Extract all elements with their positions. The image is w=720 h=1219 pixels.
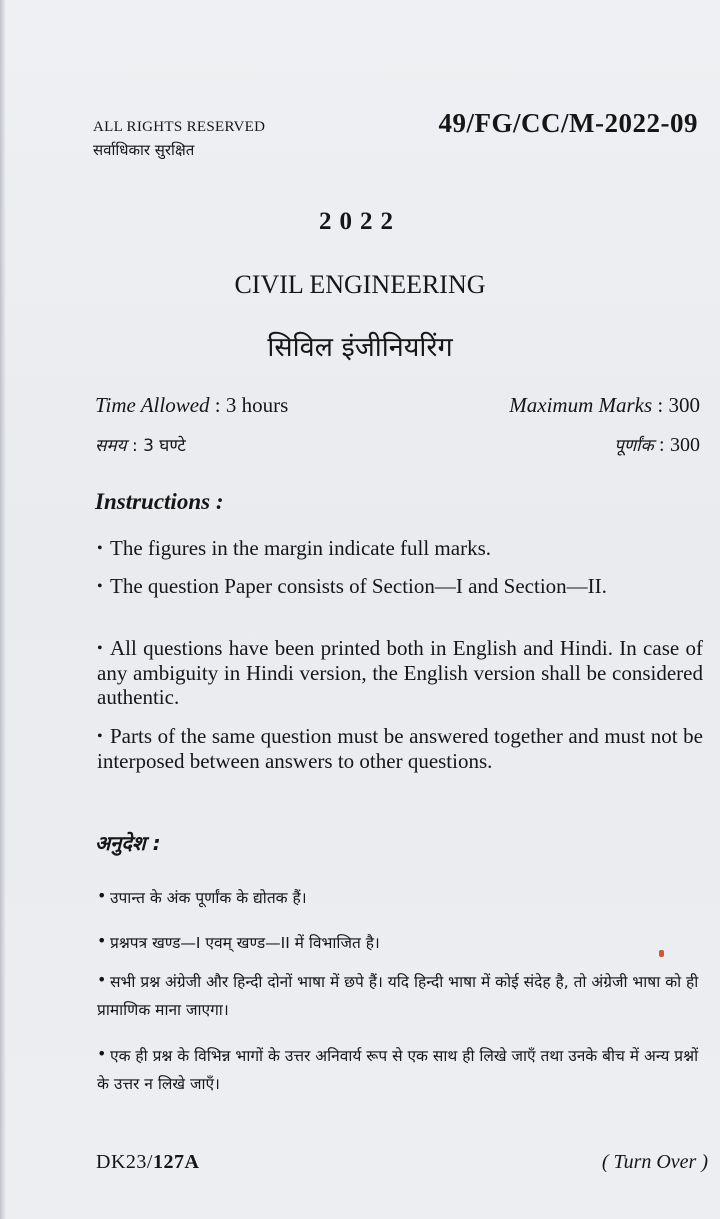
bullet: • — [97, 1044, 107, 1063]
maximum-marks-label-hi: पूर्णांक — [614, 436, 654, 456]
page-edge-shadow — [0, 0, 6, 1219]
instruction-text: The question Paper consists of Section—I and Section—II. — [110, 574, 607, 598]
marks-separator-hi: : — [659, 434, 665, 456]
bullet: • — [97, 540, 103, 557]
instruction-text-hi: प्रश्नपत्र खण्ड—I एवम् खण्ड—II में विभाजित है। — [110, 934, 380, 952]
footer-code-prefix: DK23/ — [96, 1151, 153, 1173]
time-allowed — [95, 393, 288, 418]
instruction-item-hi — [97, 966, 713, 1024]
turn-over-note: ( Turn Over ) — [601, 1151, 708, 1173]
instruction-text-hi: सभी प्रश्न अंग्रेजी और हिन्दी दोनों भाषा में छपे हैं। यदि हिन्दी भाषा में कोई संदेह है, तो अंग्रेजी भाषा को ही प्रामाणिक माना जाएगा। — [97, 973, 699, 1019]
instruction-text-hi: एक ही प्रश्न के विभिन्न भागों के उत्तर अनिवार्य रूप से एक साथ ही लिखे जाएँ तथा उनके बीच में अन्य प्रश्नों के उत्तर न लिखे जाएँ। — [97, 1047, 699, 1093]
instruction-text: All questions have been printed both in English and Hindi. In case of any ambiguity in Hindi version, the English version shall be considered authentic. — [97, 636, 703, 709]
footer-code-suffix: 127A — [152, 1151, 200, 1173]
instruction-item-en — [97, 574, 703, 599]
footer-paper-code — [96, 1151, 199, 1174]
time-allowed-value: 3 hours — [225, 393, 289, 417]
maximum-marks — [509, 393, 700, 418]
time-separator-hi: : — [131, 436, 138, 456]
bullet: • — [97, 886, 107, 905]
subject-title-hi: सिविल इंजीनियरिंग — [267, 332, 453, 363]
instruction-text: Parts of the same question must be answered together and must not be interposed between answers to other questions. — [97, 724, 703, 773]
maximum-marks-label: Maximum Marks — [509, 393, 653, 417]
time-allowed-hi — [95, 433, 186, 456]
ink-speck — [659, 950, 664, 957]
instruction-item-hi — [97, 1040, 713, 1098]
bullet: • — [97, 728, 103, 745]
instruction-item-en — [97, 536, 703, 561]
maximum-marks-value: 300 — [668, 393, 700, 417]
instruction-text-hi: उपान्त के अंक पूर्णांक के द्योतक हैं। — [110, 889, 307, 907]
marks-separator: : — [657, 393, 664, 417]
instruction-item-hi — [97, 927, 713, 957]
instructions-heading-hi: अनुदेश : — [95, 831, 161, 855]
paper-code: 49/FG/CC/M-2022-09 — [438, 108, 698, 138]
time-separator: : — [214, 393, 221, 417]
maximum-marks-value-hi: 300 — [670, 434, 700, 456]
bullet: • — [97, 640, 103, 657]
instructions-heading-text: Instructions — [95, 489, 211, 514]
rights-reserved-en: ALL RIGHTS RESERVED — [93, 119, 266, 135]
bullet: • — [97, 931, 107, 950]
exam-year: 2022 — [319, 208, 401, 235]
instructions-heading-en — [95, 489, 223, 515]
instructions-heading-colon: : — [215, 489, 224, 514]
time-allowed-label: Time Allowed — [95, 393, 210, 417]
instruction-item-en — [97, 724, 703, 773]
time-allowed-value-hi: 3 घण्टे — [143, 436, 186, 456]
time-allowed-label-hi: समय — [95, 436, 127, 456]
instruction-item-en — [97, 636, 703, 709]
bullet: • — [97, 578, 103, 595]
maximum-marks-hi — [614, 433, 700, 457]
rights-reserved-hi: सर्वाधिकार सुरक्षित — [93, 141, 195, 159]
instruction-text: The figures in the margin indicate full marks. — [110, 536, 492, 560]
instruction-item-hi — [97, 882, 713, 912]
subject-title-en: CIVIL ENGINEERING — [234, 270, 486, 299]
bullet: • — [97, 970, 107, 989]
